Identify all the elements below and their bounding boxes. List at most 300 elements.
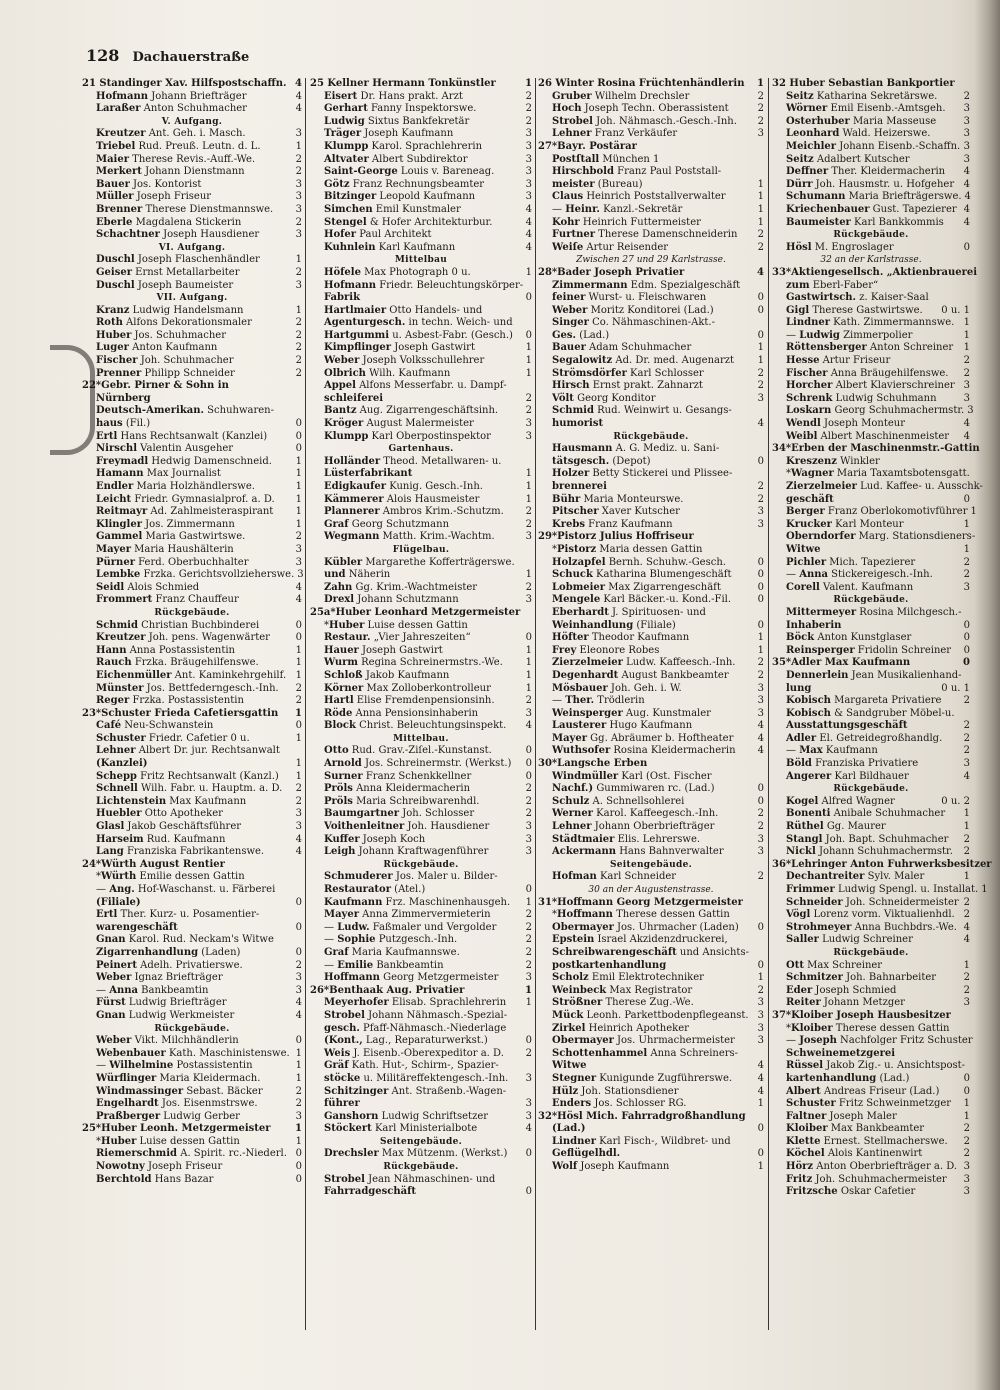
entry-text: Mösbauer Joh. Geh. i. W. xyxy=(552,682,682,694)
floor-number: 1 xyxy=(757,972,764,984)
entry-text: Frimmer Ludwig Spengl. u. Installat. xyxy=(786,884,979,895)
resident-entry xyxy=(310,1186,532,1199)
resident-entry xyxy=(538,1161,764,1174)
entry-surname: Krebs xyxy=(552,518,585,530)
floor-number: 0 xyxy=(757,569,764,581)
entry-surname: Glasl xyxy=(96,821,125,833)
entry-surname: Wolf xyxy=(552,1161,578,1173)
entry-text: Röde Anna Pensionsinhaberin xyxy=(324,707,479,719)
entry-text: Ott Max Schreiner xyxy=(786,959,883,971)
resident-entry xyxy=(538,103,764,116)
entry-text: Graf Georg Schutzmann xyxy=(324,518,450,530)
entry-surname: Hirsch xyxy=(552,380,590,392)
floor-number: 2 xyxy=(295,795,302,807)
floor-number: 3 xyxy=(295,229,302,241)
entry-surname: Surner xyxy=(324,770,363,782)
entry-text: Kobisch & Sandgruber Möbel-u. xyxy=(786,707,955,719)
floor-number: 4 xyxy=(295,846,302,858)
resident-entry xyxy=(538,1148,764,1161)
entry-surname: Böck xyxy=(786,632,815,644)
entry-text: stöcke u. Militäreffektengesch.-Inh. xyxy=(324,1072,509,1084)
resident-entry xyxy=(310,405,532,418)
entry-surname: lung xyxy=(786,682,812,694)
resident-entry xyxy=(538,166,764,179)
resident-entry xyxy=(310,481,532,494)
entry-text: Weber Vikt. Milchhändlerin xyxy=(96,1035,239,1047)
floor-number: 1 xyxy=(963,1098,970,1110)
resident-entry xyxy=(310,494,532,507)
entry-text: 25 Kellner Hermann Tonkünstler xyxy=(310,78,496,89)
entry-surname: Holzapfel xyxy=(552,556,606,568)
entry-surname: Graf xyxy=(324,518,349,530)
floor-number: 1 xyxy=(295,1123,302,1135)
entry-text: Dechantreiter Sylv. Maler xyxy=(786,871,925,883)
entry-surname: Wuthsofer xyxy=(552,745,611,757)
entry-surname: Anna xyxy=(109,984,138,996)
floor-number: 3 xyxy=(525,178,532,190)
entry-text: Laraßer Anton Schuhmacher xyxy=(96,103,247,115)
entry-text: Lobmeier Max Zigarrengeschäft xyxy=(552,581,721,593)
entry-text: Windmüller Karl (Ost. Fischer xyxy=(552,770,712,782)
entry-text: Drechsler Max Mützenm. (Werkst.) xyxy=(324,1148,508,1160)
entry-text: — Emilie Bankbeamtin xyxy=(324,959,444,971)
entry-surname: Ausstattungsgeschäft xyxy=(786,720,908,732)
resident-entry xyxy=(82,166,302,179)
resident-entry xyxy=(82,808,302,821)
entry-text: Lausterer Hugo Kaufmann xyxy=(552,720,693,732)
floor-number: 1 xyxy=(963,317,970,329)
entry-text: Restaurator (Atel.) xyxy=(324,884,426,895)
entry-text: Hartlmaier Otto Handels- und xyxy=(324,304,483,316)
entry-text: *Hoffmann Therese dessen Gattin xyxy=(552,909,730,921)
entry-text: Höfter Theodor Kaufmann xyxy=(552,632,690,644)
entry-surname: Freymadl xyxy=(96,455,149,467)
resident-entry xyxy=(772,796,970,809)
floor-number: 3 xyxy=(967,405,974,417)
floor-number: 2 xyxy=(963,720,970,732)
entry-text: Strohmeyer Anna Buchbdrs.-We. xyxy=(786,921,957,933)
resident-entry xyxy=(772,141,970,154)
resident-entry xyxy=(772,745,970,758)
entry-text: *Huber Luise dessen Gattin xyxy=(96,1135,240,1147)
floor-number: 1 xyxy=(757,191,764,203)
floor-number: 4 xyxy=(757,1072,764,1084)
floor-number: 2 xyxy=(525,90,532,102)
entry-text xyxy=(552,418,755,431)
floor-number: 2 xyxy=(963,972,970,984)
column-rule xyxy=(535,78,536,1330)
entry-text: *Wagner Maria Taxamtsbotensgatt. xyxy=(786,468,970,480)
resident-entry xyxy=(538,292,764,305)
resident-entry xyxy=(538,695,764,708)
floor-number: 3 xyxy=(295,178,302,190)
floor-number: 2 xyxy=(295,783,302,795)
entry-text: Ganshorn Ludwig Schriftsetzer xyxy=(324,1110,489,1122)
floor-number: 3 xyxy=(525,1072,532,1084)
resident-entry xyxy=(310,695,532,708)
floor-number: 2 xyxy=(525,103,532,115)
entry-surname: Enders xyxy=(552,1098,592,1110)
entry-text: 29*Pistorz Julius Hoffriseur xyxy=(538,531,694,543)
entry-text: — Joseph Nachfolger Fritz Schuster xyxy=(786,1035,973,1047)
resident-entry xyxy=(772,368,970,381)
entry-text: — Heinr. Kanzl.-Sekretär xyxy=(552,203,683,215)
resident-entry xyxy=(538,342,764,355)
floor-number: 4 xyxy=(963,418,970,430)
entry-surname: Schmitzer xyxy=(786,972,843,984)
entry-text: Leonhard Wald. Heizerswe. xyxy=(786,128,931,140)
entry-surname: Ludwig xyxy=(799,329,840,341)
floor-number: 3 xyxy=(525,707,532,719)
floor-number: 2 xyxy=(525,946,532,958)
entry-surname: Mück xyxy=(552,1009,584,1021)
entry-text: Huebler Otto Apotheker xyxy=(96,808,223,820)
entry-surname: Strohmeyer xyxy=(786,921,852,933)
floor-number: 2 xyxy=(295,531,302,543)
entry-surname: Dürr xyxy=(786,178,813,190)
entry-text: Weis J. Eisenb.-Oberexpeditor a. D. xyxy=(324,1047,504,1059)
entry-text: Loskarn Georg Schuhmachermstr. xyxy=(786,405,965,417)
entry-surname: Leonhard xyxy=(786,128,840,140)
entry-surname: Wilhelmine xyxy=(109,1060,174,1072)
section-heading: Rückgebäude. xyxy=(833,947,909,958)
entry-surname: Appel xyxy=(324,380,356,392)
entry-text: Mengele Karl Bäcker.-u. Kond.-Fil. xyxy=(552,594,732,606)
entry-text: 27*Bayr. Postärar xyxy=(538,140,637,152)
resident-entry xyxy=(82,695,302,708)
floor-number: 4 xyxy=(295,1009,302,1021)
entry-surname: Hartl xyxy=(324,695,354,707)
floor-number: 3 xyxy=(525,821,532,833)
resident-entry xyxy=(538,645,764,658)
floor-number: 1 xyxy=(295,254,302,266)
entry-surname: Weibl xyxy=(786,430,818,442)
resident-entry xyxy=(538,620,764,633)
resident-entry xyxy=(538,229,764,242)
resident-entry xyxy=(538,128,764,141)
resident-entry xyxy=(310,1035,532,1048)
resident-entry xyxy=(772,405,974,418)
resident-entry xyxy=(538,594,764,607)
floor-number: 1 xyxy=(757,78,764,89)
floor-number: 2 xyxy=(963,556,970,568)
house-entry xyxy=(310,78,532,91)
entry-text: Kobisch Margareta Privatiere xyxy=(786,695,942,707)
floor-number: 1 xyxy=(757,1098,764,1110)
entry-text: Pürner Ferd. Oberbuchhalter xyxy=(96,556,249,568)
entry-text: Hösl M. Engroslager xyxy=(786,241,894,253)
floor-number: 4 xyxy=(757,745,764,757)
resident-entry xyxy=(538,154,764,167)
entry-surname: Eisert xyxy=(324,90,358,102)
resident-entry xyxy=(82,1048,302,1061)
resident-entry xyxy=(538,720,764,733)
entry-surname: Gerhart xyxy=(324,103,368,115)
floor-number: 3 xyxy=(757,518,764,530)
entry-text: Fritzsche Oskar Cafetier xyxy=(786,1186,916,1198)
resident-entry xyxy=(772,456,970,469)
entry-text: Zirkel Heinrich Apotheker xyxy=(552,1022,689,1034)
floor-number: 2 xyxy=(295,342,302,354)
floor-number: 0 xyxy=(295,896,302,908)
resident-entry xyxy=(772,733,970,746)
entry-text: Schumann Maria Briefträgerswe. xyxy=(786,191,962,203)
resident-entry xyxy=(310,506,532,519)
resident-entry xyxy=(538,1098,764,1111)
entry-text: Klingler Jos. Zimmermann xyxy=(96,518,235,530)
entry-text: — Ang. Hof-Waschanst. u. Färberei xyxy=(96,884,276,895)
entry-surname: Lobmeier xyxy=(552,581,606,593)
resident-entry xyxy=(82,103,302,116)
entry-text: Mayer Anna Zimmervermieterin xyxy=(324,909,491,921)
floor-number: 1 xyxy=(757,644,764,656)
house-entry xyxy=(772,78,970,91)
floor-number: 0 xyxy=(525,884,532,895)
floor-number: 0 xyxy=(295,1148,302,1160)
floor-number: 4 xyxy=(295,581,302,593)
floor-number: 3 xyxy=(525,972,532,984)
entry-text: Angerer Karl Bildhauer xyxy=(786,770,909,782)
entry-surname: Fritzsche xyxy=(786,1186,838,1198)
entry-surname: meister xyxy=(552,178,595,190)
entry-surname: Huebler xyxy=(96,808,142,820)
entry-surname: Engelhardt xyxy=(96,1098,159,1110)
entry-text: Mück Leonh. Parkettbodenpflegeanst. xyxy=(552,1009,749,1021)
entry-text: Schottenhammel Anna Schreiners- xyxy=(552,1047,739,1059)
floor-number: 2 xyxy=(295,695,302,707)
floor-number: 2 xyxy=(295,682,302,694)
entry-surname: Berger xyxy=(786,506,825,518)
resident-entry xyxy=(538,179,764,192)
resident-entry xyxy=(82,909,302,922)
resident-entry xyxy=(772,871,970,884)
entry-text: Adler El. Getreidegroßhandlg. xyxy=(786,732,943,744)
entry-surname: Langsche xyxy=(557,758,611,770)
resident-entry xyxy=(538,834,764,847)
entry-surname: Fritz xyxy=(786,1173,813,1185)
entry-surname: Strobel xyxy=(324,1009,365,1021)
entry-surname: Schmid xyxy=(552,405,594,417)
resident-entry xyxy=(538,670,764,683)
entry-surname: Deutsch-Amerikan. xyxy=(96,405,204,417)
house-entry xyxy=(772,858,992,872)
entry-text: Wegmann Matth. Krim.-Wachtm. xyxy=(324,531,495,543)
resident-entry xyxy=(82,91,302,104)
floor-number: 4 xyxy=(295,103,302,115)
resident-entry xyxy=(310,1086,532,1099)
entry-text xyxy=(786,620,961,633)
entry-text: Schnell Wilh. Fabr. u. Hauptm. a. D. xyxy=(96,783,283,795)
entry-surname: Lausterer xyxy=(552,720,607,732)
floor-number: 2 xyxy=(295,959,302,971)
entry-text xyxy=(786,544,961,557)
resident-entry xyxy=(82,745,302,758)
entry-text: — Ludwig Zimmerpolier xyxy=(786,329,913,341)
resident-entry xyxy=(310,1048,532,1061)
entry-text: 36*Lehringer Anton Fuhrwerksbesitzer xyxy=(772,858,992,870)
floor-number: 3 xyxy=(525,1110,532,1122)
entry-surname: Schuster xyxy=(786,1098,836,1110)
floor-number: 1 xyxy=(295,481,302,492)
resident-entry xyxy=(772,1098,970,1111)
entry-text: Osterhuber Maria Masseuse xyxy=(786,115,937,127)
floor-number: 0 xyxy=(525,758,532,770)
house-entry xyxy=(538,267,764,280)
resident-entry xyxy=(310,242,532,255)
floor-number: 2 xyxy=(525,405,532,417)
floor-number: 3 xyxy=(295,128,302,140)
resident-entry xyxy=(310,808,532,821)
entry-surname: Deffner xyxy=(786,166,829,178)
entry-surname: Kogel xyxy=(786,795,819,807)
resident-entry xyxy=(310,1060,532,1073)
floor-number: 1 xyxy=(757,355,764,367)
entry-surname: Rüthel xyxy=(786,821,824,833)
entry-surname: Höfele xyxy=(324,266,361,278)
entry-text xyxy=(552,1060,755,1073)
resident-entry xyxy=(772,632,970,645)
resident-entry xyxy=(310,708,532,721)
floor-number: 3 xyxy=(963,1161,970,1173)
entry-text: Müller Joseph Friseur xyxy=(96,191,212,203)
entry-surname: Würth xyxy=(101,871,137,883)
entry-surname: Hausmann xyxy=(552,443,613,455)
entry-text: Nickl Johann Schuhmachermstr. xyxy=(786,846,953,858)
entry-surname: Kloiber xyxy=(786,1123,828,1135)
floor-number: 2 xyxy=(963,846,970,858)
entry-text: Huber Jos. Schuhmacher xyxy=(96,329,226,341)
floor-number: 3 xyxy=(525,140,532,152)
resident-entry xyxy=(538,305,764,318)
floor-number: 4 xyxy=(295,78,302,89)
floor-number: 3 xyxy=(295,984,302,996)
floor-number: 3 xyxy=(525,153,532,165)
resident-entry xyxy=(538,405,764,418)
entry-surname: Praßberger xyxy=(96,1110,161,1122)
floor-number: 2 xyxy=(757,808,764,820)
resident-entry xyxy=(772,103,970,116)
resident-entry xyxy=(82,645,302,658)
entry-text: Reinsperger Fridolin Schreiner xyxy=(786,644,952,656)
entry-text: Weiſe Artur Reisender xyxy=(552,241,669,253)
entry-text: Völt Georg Konditor xyxy=(552,392,656,404)
entry-surname: Schepp xyxy=(96,770,137,782)
resident-entry xyxy=(310,783,532,796)
entry-surname: Röde xyxy=(324,707,353,719)
resident-entry xyxy=(772,720,970,733)
entry-text: Freymadl Hedwig Damenschneid. xyxy=(96,455,272,467)
entry-text: Ertl Ther. Kurz- u. Posamentier- xyxy=(96,909,260,921)
floor-number: 3 xyxy=(757,695,764,707)
floor-number: 2 xyxy=(963,984,970,996)
entry-surname: Peinert xyxy=(96,959,137,971)
entry-surname: Restaur. xyxy=(324,632,371,644)
floor-number: 2 xyxy=(963,732,970,744)
entry-text: Weinbeck Max Registrator xyxy=(552,984,693,996)
resident-entry xyxy=(82,683,302,696)
resident-entry xyxy=(538,116,764,129)
resident-entry xyxy=(538,355,764,368)
floor-number: 2 xyxy=(525,959,532,971)
house-entry xyxy=(538,531,764,544)
entry-text: Wendl Joseph Monteur xyxy=(786,418,905,430)
entry-text: Böld Franziska Privatiere xyxy=(786,758,919,770)
section-heading: Rückgebäude. xyxy=(154,607,230,618)
resident-entry xyxy=(772,418,970,431)
resident-entry xyxy=(82,922,302,935)
entry-text: Webenbauer Kath. Maschinistenswe. xyxy=(96,1047,290,1059)
resident-entry xyxy=(82,1060,302,1073)
entry-text: Weber Moritz Konditorei (Lad.) xyxy=(552,304,714,316)
floor-number: 0 xyxy=(525,745,532,757)
entry-surname: Mösbauer xyxy=(552,682,608,694)
resident-entry xyxy=(82,997,302,1010)
entry-text: Merkert Johann Dienstmann xyxy=(96,166,245,178)
entry-surname: Nirschl xyxy=(96,443,137,455)
floor-number: 0 xyxy=(757,455,764,467)
resident-entry xyxy=(82,972,302,985)
entry-text: Zierzelmeier Lud. Kaffee- u. Ausschk- xyxy=(786,481,983,492)
resident-entry xyxy=(772,683,970,696)
resident-entry xyxy=(538,242,764,255)
entry-text: Lehner Albert Dr. jur. Rechtsanwalt xyxy=(96,745,280,757)
entry-surname: kartenhandlung xyxy=(786,1072,877,1084)
entry-surname: Kriechenbauer xyxy=(786,203,870,215)
entry-text: Städtmaier Elis. Lehrerswe. xyxy=(552,833,701,845)
entry-text: Gerhart Fanny Inspektorswe. xyxy=(324,103,477,115)
resident-entry xyxy=(772,355,970,368)
entry-text: Edigkaufer Kunig. Gesch.-Inh. xyxy=(324,481,483,492)
entry-surname: Gruber xyxy=(552,90,592,102)
entry-surname: Schuster xyxy=(101,707,151,719)
floor-number: 3 xyxy=(525,418,532,430)
floor-number: 0 xyxy=(757,581,764,593)
floor-number: 0 xyxy=(295,921,302,933)
floor-number: 1 xyxy=(295,493,302,505)
floor-number: 2 xyxy=(963,367,970,379)
floor-number: 1 xyxy=(295,1060,302,1072)
entry-text: Wurm Regina Schreinermstrs.-We. xyxy=(324,657,503,669)
resident-entry xyxy=(82,834,302,847)
floor-number: 3 xyxy=(757,682,764,694)
floor-number: 2 xyxy=(963,90,970,102)
floor-number: 0 xyxy=(757,1123,764,1135)
entry-surname: Höfter xyxy=(552,632,589,644)
resident-entry xyxy=(310,141,532,154)
entry-text: feiner Wurst- u. Fleischwaren xyxy=(552,292,707,304)
floor-number: 1 xyxy=(757,1161,764,1173)
resident-entry xyxy=(310,745,532,758)
resident-entry xyxy=(538,443,764,456)
entry-surname: Hörz xyxy=(786,1161,814,1173)
entry-surname: Dechantreiter xyxy=(786,871,865,883)
section-heading: Flügelbau. xyxy=(392,544,450,555)
entry-surname: Lembke xyxy=(96,569,141,581)
entry-text: Schachtner Joseph Hausdiener xyxy=(96,229,260,241)
floor-number: 3 xyxy=(963,115,970,127)
entry-text: Holzapfel Bernh. Schuhw.-Gesch. xyxy=(552,556,726,568)
entry-text: (Kont., Lag., Reparaturwerkst.) xyxy=(324,1035,488,1047)
resident-entry xyxy=(82,267,302,280)
entry-text: Stangl Joh. Bapt. Schuhmacher xyxy=(786,833,949,845)
resident-entry xyxy=(538,582,764,595)
entry-text: Frey Eleonore Robes xyxy=(552,644,660,656)
resident-entry xyxy=(310,1174,532,1187)
floor-number: 1 xyxy=(295,455,302,467)
floor-number: 0 xyxy=(963,493,970,505)
floor-number: 2 xyxy=(963,833,970,845)
floor-number: 4 xyxy=(963,430,970,442)
